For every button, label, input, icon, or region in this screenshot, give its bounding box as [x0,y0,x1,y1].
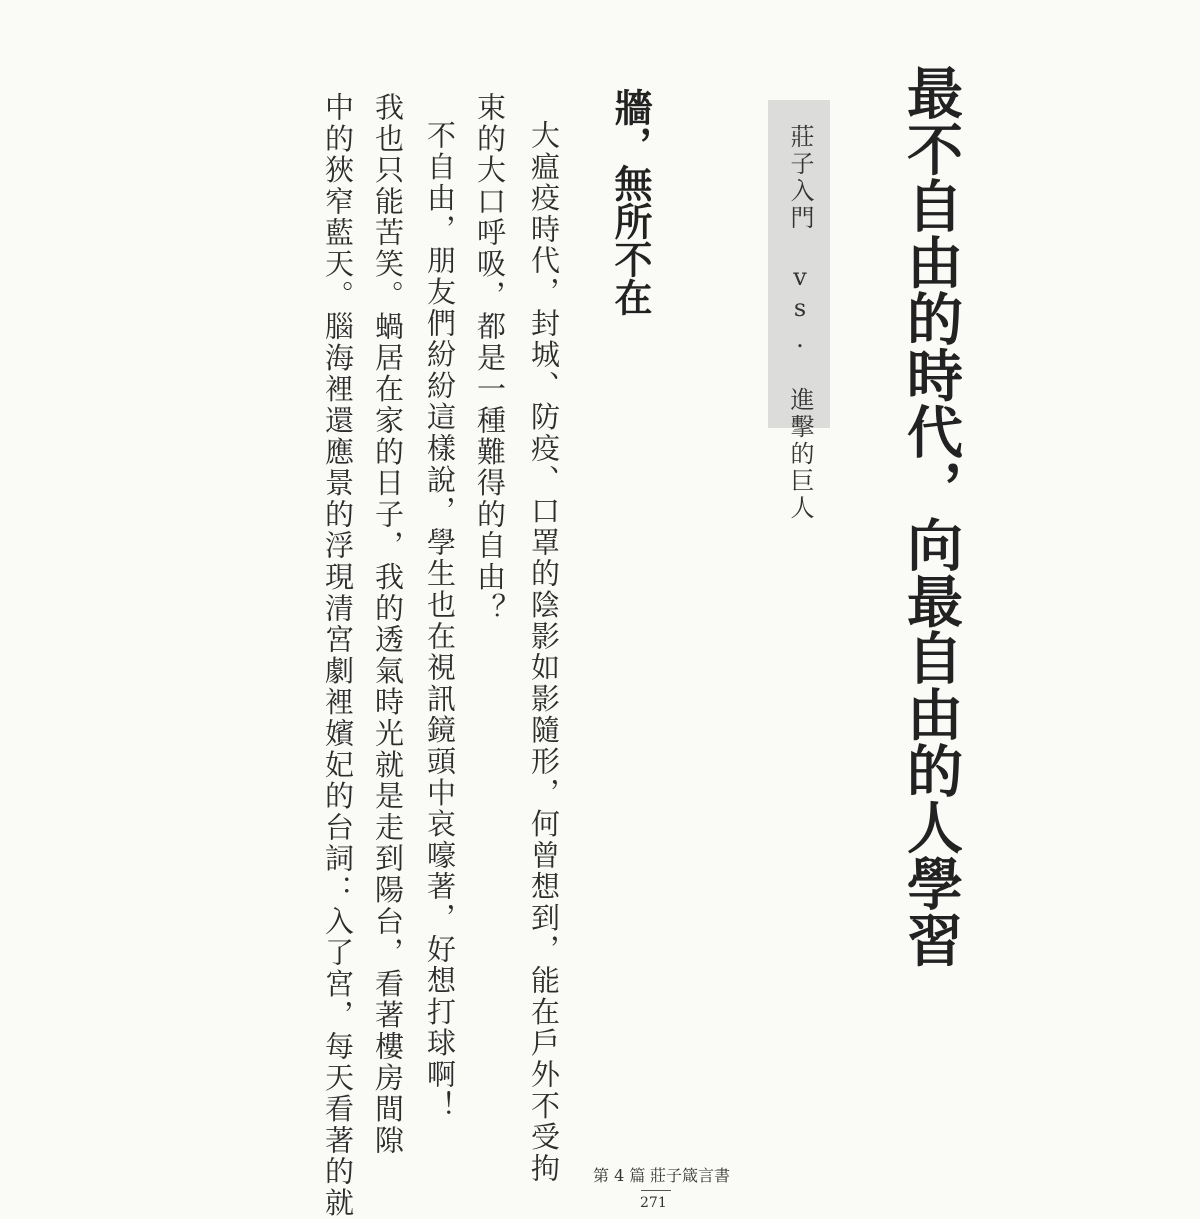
chapter-subtitle: 莊子入門 vs. 進擊的巨人 [786,124,814,522]
chapter-title: 最不自由的時代，向最自由的人學習 [898,64,963,968]
body-text-column: 我也只能苦笑。蝸居在家的日子，我的透氣時光就是走到陽台，看著樓房間隙 [371,92,405,1157]
body-text-column: 大瘟疫時代，封城、防疫、口罩的陰影如影隨形，何曾想到，能在戶外不受拘 [527,120,561,1185]
section-heading: 牆，無所不在 [608,88,652,316]
footer-chapter-label: 第 4 篇 [593,1166,646,1185]
body-text-column: 束的大口呼吸，都是一種難得的自由？ [473,92,507,625]
page-number: 271 [640,1195,667,1211]
body-text-column: 不自由，朋友們紛紛這樣說，學生也在視訊鏡頭中哀嚎著，好想打球啊！ [423,120,457,1122]
body-text-column: 中的狹窄藍天。腦海裡還應景的浮現清宮劇裡嬪妃的台詞：入了宮，每天看著的就 [321,92,355,1219]
footer-divider [641,1190,671,1191]
footer-book-title: 莊子箴言書 [650,1166,731,1185]
